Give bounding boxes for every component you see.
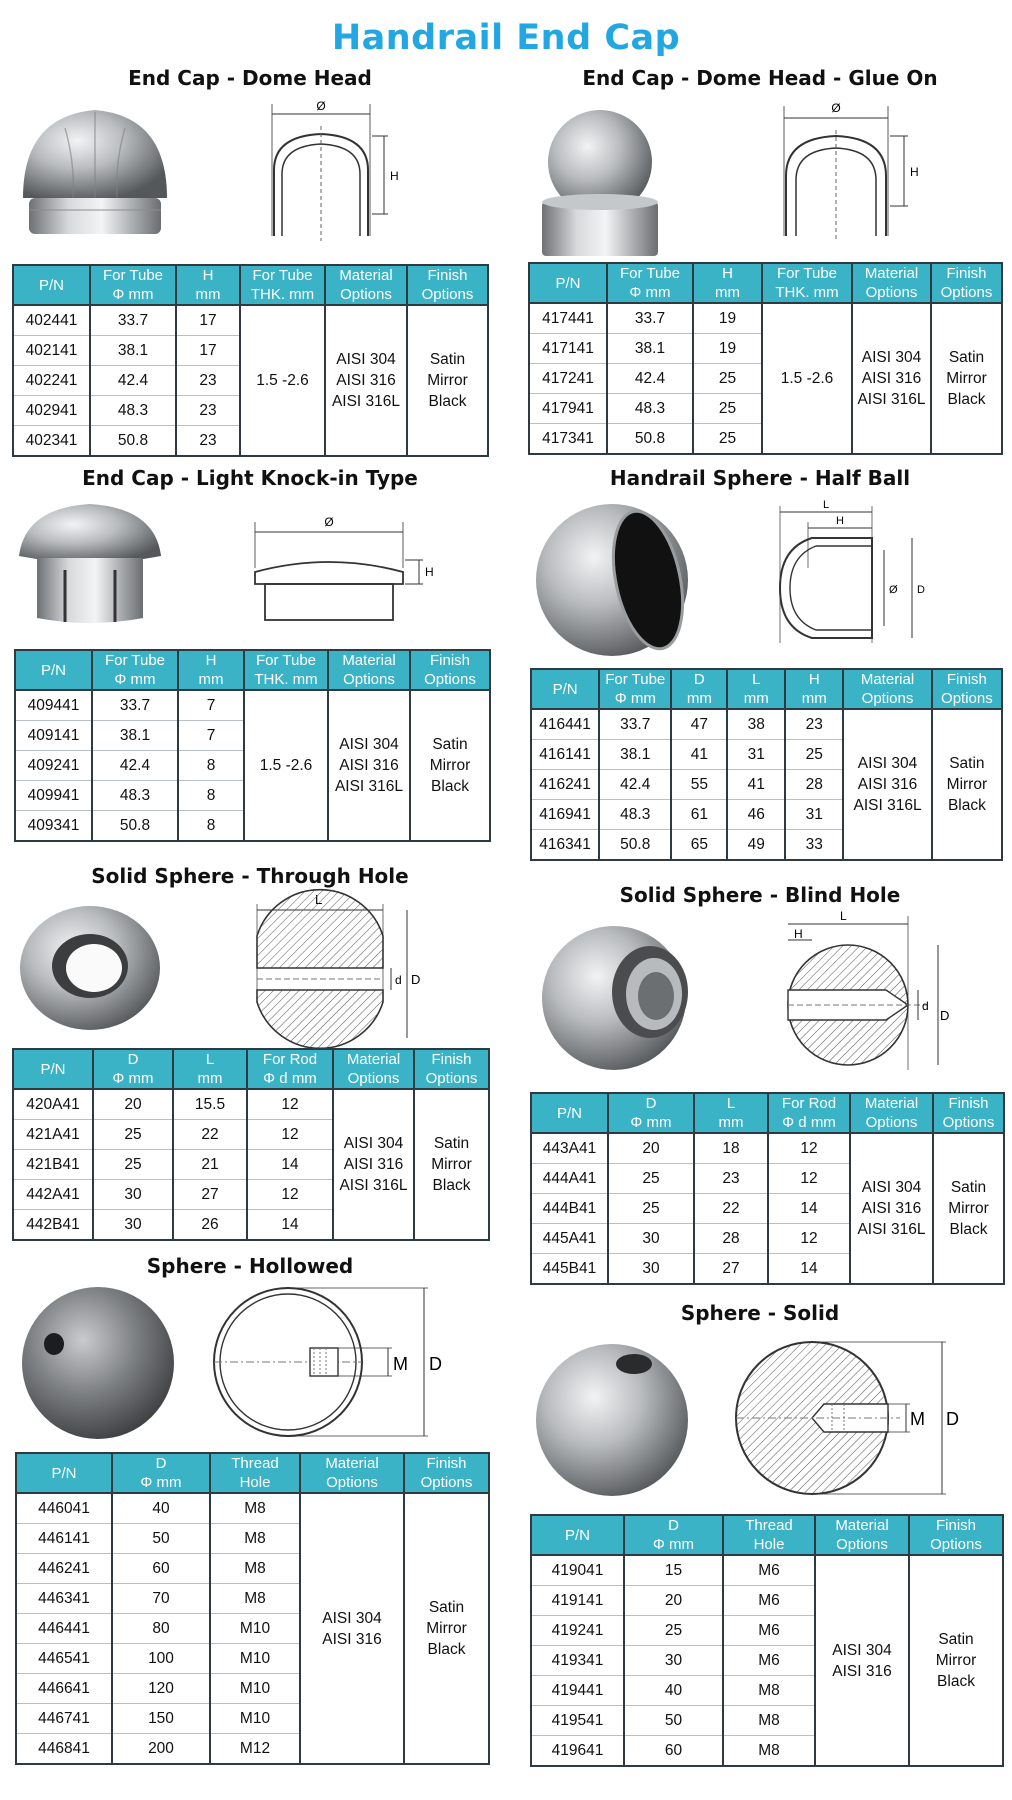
cell: 8 — [178, 781, 244, 811]
dim-outer-diameter-label: D — [411, 972, 421, 987]
cell: 20 — [624, 1586, 723, 1616]
cell: M8 — [210, 1584, 300, 1614]
col-header: P/N — [531, 1515, 624, 1555]
dim-outer-diameter-label: D — [940, 1008, 950, 1023]
table-row — [529, 303, 1002, 334]
cell: 38.1 — [92, 721, 178, 751]
cell: 14 — [768, 1194, 850, 1224]
cell: 46 — [727, 800, 785, 830]
through-hole-diagram — [255, 890, 425, 1040]
part-number: 402341 — [13, 426, 90, 457]
spec-table-knock-in — [14, 649, 491, 842]
cell: 8 — [178, 751, 244, 781]
blind-hole-diagram — [768, 910, 948, 1070]
cell: 7 — [178, 721, 244, 751]
cell: 48.3 — [607, 394, 693, 424]
part-number: 419241 — [531, 1616, 624, 1646]
part-number: 421B41 — [13, 1150, 93, 1180]
col-header: For Tube THK. mm — [244, 650, 328, 690]
cell: 60 — [624, 1736, 723, 1767]
material-cell: AISI 304 AISI 316 — [815, 1555, 909, 1766]
cell: 33.7 — [599, 709, 671, 740]
col-header: Material Options — [325, 265, 407, 305]
finish-cell: Satin Mirror Black — [932, 709, 1002, 860]
cell: 31 — [727, 740, 785, 770]
col-header: For Tube THK. mm — [762, 263, 852, 303]
dim-height-label: H — [910, 165, 919, 179]
part-number: 416241 — [531, 770, 599, 800]
part-number: 409341 — [15, 811, 92, 842]
dim-thread-label: M — [393, 1354, 408, 1374]
cell: 41 — [727, 770, 785, 800]
spec-table-dome-head — [12, 264, 489, 457]
solid-sphere-diagram — [732, 1336, 967, 1500]
cell: 20 — [93, 1089, 173, 1120]
col-header: P/N — [15, 650, 92, 690]
part-number: 419441 — [531, 1676, 624, 1706]
cell: 27 — [694, 1254, 768, 1285]
cell: 25 — [624, 1616, 723, 1646]
part-number: 442A41 — [13, 1180, 93, 1210]
col-header: L mm — [173, 1049, 247, 1089]
cell: 49 — [727, 830, 785, 861]
col-header: D Φ mm — [608, 1093, 694, 1133]
cell: 65 — [671, 830, 727, 861]
part-number: 416941 — [531, 800, 599, 830]
cell: 25 — [93, 1120, 173, 1150]
cell: 70 — [112, 1584, 210, 1614]
dim-thread-label: M — [910, 1409, 925, 1429]
col-header: For Rod Φ d mm — [768, 1093, 850, 1133]
cell: M8 — [210, 1524, 300, 1554]
cell: 12 — [247, 1180, 333, 1210]
cell: 27 — [173, 1180, 247, 1210]
cell: 22 — [173, 1120, 247, 1150]
part-number: 419041 — [531, 1555, 624, 1586]
part-number: 416141 — [531, 740, 599, 770]
cell: M12 — [210, 1734, 300, 1765]
cell: 150 — [112, 1704, 210, 1734]
cell: M6 — [723, 1586, 815, 1616]
col-header: H mm — [785, 669, 843, 709]
through-hole-sphere-photo — [18, 904, 163, 1032]
dim-diameter-label: Ø — [324, 515, 334, 529]
col-header: For Tube Φ mm — [607, 263, 693, 303]
col-header: Material Options — [815, 1515, 909, 1555]
cell: 25 — [608, 1194, 694, 1224]
cell: 22 — [694, 1194, 768, 1224]
col-header: P/N — [13, 265, 90, 305]
cell: 25 — [93, 1150, 173, 1180]
cell: 28 — [785, 770, 843, 800]
cell: 12 — [768, 1224, 850, 1254]
cell: 61 — [671, 800, 727, 830]
part-number: 417241 — [529, 364, 607, 394]
col-header: Material Options — [333, 1049, 414, 1089]
material-cell: AISI 304 AISI 316 AISI 316L — [852, 303, 931, 454]
thickness-cell: 1.5 -2.6 — [240, 305, 325, 456]
cell: 33 — [785, 830, 843, 861]
hollowed-sphere-photo — [18, 1284, 178, 1442]
cell: 100 — [112, 1644, 210, 1674]
section-title-half-ball: Handrail Sphere - Half Ball — [609, 466, 911, 490]
col-header: D Φ mm — [93, 1049, 173, 1089]
col-header: H mm — [176, 265, 240, 305]
col-header: Material Options — [300, 1453, 404, 1493]
cell: 23 — [176, 426, 240, 457]
col-header: D Φ mm — [112, 1453, 210, 1493]
col-header: For Tube Φ mm — [92, 650, 178, 690]
part-number: 409241 — [15, 751, 92, 781]
cell: M8 — [723, 1676, 815, 1706]
cell: 25 — [693, 424, 762, 455]
col-header: P/N — [531, 669, 599, 709]
dim-diameter-label: Ø — [316, 99, 326, 113]
finish-cell: Satin Mirror Black — [407, 305, 488, 456]
cell: 42.4 — [92, 751, 178, 781]
col-header: For Tube Φ mm — [599, 669, 671, 709]
spec-table-dome-glue-on — [528, 262, 1003, 455]
part-number: 446341 — [16, 1584, 112, 1614]
cell: 15 — [624, 1555, 723, 1586]
cell: 30 — [624, 1646, 723, 1676]
cell: 30 — [93, 1210, 173, 1241]
solid-sphere-photo — [532, 1340, 692, 1500]
cell: 17 — [176, 336, 240, 366]
part-number: 402941 — [13, 396, 90, 426]
finish-cell: Satin Mirror Black — [933, 1133, 1004, 1284]
col-header: H mm — [178, 650, 244, 690]
cell: 14 — [768, 1254, 850, 1285]
col-header: Material Options — [328, 650, 410, 690]
col-header: Thread Hole — [723, 1515, 815, 1555]
cell: 25 — [693, 394, 762, 424]
col-header: Finish Options — [410, 650, 490, 690]
section-title-knock-in: End Cap - Light Knock-in Type — [82, 466, 418, 490]
cell: 23 — [176, 396, 240, 426]
cell: 17 — [176, 305, 240, 336]
dim-rod-diameter-label: d — [922, 999, 929, 1013]
col-header: H mm — [693, 263, 762, 303]
dome-glue-on-diagram — [768, 96, 928, 252]
cell: 33.7 — [92, 690, 178, 721]
cell: M10 — [210, 1644, 300, 1674]
part-number: 445A41 — [531, 1224, 608, 1254]
cell: 50.8 — [599, 830, 671, 861]
col-header: Material Options — [850, 1093, 933, 1133]
col-header: D mm — [671, 669, 727, 709]
part-number: 443A41 — [531, 1133, 608, 1164]
section-title-sphere-solid: Sphere - Solid — [680, 1301, 840, 1325]
cell: 18 — [694, 1133, 768, 1164]
cell: 41 — [671, 740, 727, 770]
spec-table-sphere-solid — [530, 1514, 1004, 1767]
col-header: Finish Options — [933, 1093, 1004, 1133]
cell: M6 — [723, 1616, 815, 1646]
thickness-cell: 1.5 -2.6 — [244, 690, 328, 841]
col-header: For Tube Φ mm — [90, 265, 176, 305]
material-cell: AISI 304 AISI 316 AISI 316L — [843, 709, 932, 860]
table-row — [531, 1133, 1004, 1164]
part-number: 444A41 — [531, 1164, 608, 1194]
part-number: 417141 — [529, 334, 607, 364]
material-cell: AISI 304 AISI 316 AISI 316L — [850, 1133, 933, 1284]
part-number: 419541 — [531, 1706, 624, 1736]
col-header: P/N — [16, 1453, 112, 1493]
part-number: 421A41 — [13, 1120, 93, 1150]
cell: 80 — [112, 1614, 210, 1644]
finish-cell: Satin Mirror Black — [931, 303, 1002, 454]
part-number: 419341 — [531, 1646, 624, 1676]
part-number: 409141 — [15, 721, 92, 751]
dim-height-label: H — [425, 565, 434, 579]
col-header: Material Options — [852, 263, 931, 303]
part-number: 417941 — [529, 394, 607, 424]
col-header: For Tube THK. mm — [240, 265, 325, 305]
dim-outer-diameter-label: D — [429, 1354, 442, 1374]
cell: 21 — [173, 1150, 247, 1180]
part-number: 446741 — [16, 1704, 112, 1734]
cell: 20 — [608, 1133, 694, 1164]
dim-diameter-label: Ø — [831, 101, 841, 115]
half-ball-photo — [530, 500, 695, 660]
cell: 50.8 — [92, 811, 178, 842]
part-number: 402441 — [13, 305, 90, 336]
col-header: Material Options — [843, 669, 932, 709]
spec-table-through-hole — [12, 1048, 490, 1241]
cell: 31 — [785, 800, 843, 830]
cell: 25 — [785, 740, 843, 770]
dim-length-label: L — [840, 909, 847, 923]
cell: 26 — [173, 1210, 247, 1241]
cell: 33.7 — [90, 305, 176, 336]
material-cell: AISI 304 AISI 316 AISI 316L — [325, 305, 407, 456]
part-number: 419141 — [531, 1586, 624, 1616]
cell: 28 — [694, 1224, 768, 1254]
part-number: 445B41 — [531, 1254, 608, 1285]
section-title-through-hole: Solid Sphere - Through Hole — [91, 864, 409, 888]
part-number: 419641 — [531, 1736, 624, 1767]
dim-inner-diameter-label: Ø — [889, 584, 898, 596]
col-header: Finish Options — [414, 1049, 489, 1089]
part-number: 444B41 — [531, 1194, 608, 1224]
dim-depth-label: H — [794, 927, 803, 941]
dim-rod-diameter-label: d — [395, 973, 402, 987]
cell: 25 — [608, 1164, 694, 1194]
cell: 50 — [112, 1524, 210, 1554]
cell: 30 — [93, 1180, 173, 1210]
table-row — [13, 1089, 489, 1120]
page-title: Handrail End Cap — [331, 18, 681, 58]
cell: M10 — [210, 1674, 300, 1704]
dim-height-label: H — [836, 515, 844, 527]
cell: 8 — [178, 811, 244, 842]
cell: 12 — [768, 1133, 850, 1164]
part-number: 417341 — [529, 424, 607, 455]
dim-outer-diameter-label: D — [946, 1409, 959, 1429]
dim-height-label: H — [390, 169, 399, 183]
cell: 19 — [693, 303, 762, 334]
cell: M6 — [723, 1646, 815, 1676]
dome-head-cap-photo — [15, 98, 175, 256]
part-number: 446641 — [16, 1674, 112, 1704]
cell: 55 — [671, 770, 727, 800]
part-number: 420A41 — [13, 1089, 93, 1120]
part-number: 446041 — [16, 1493, 112, 1524]
cell: 42.4 — [90, 366, 176, 396]
cell: 38 — [727, 709, 785, 740]
cell: 120 — [112, 1674, 210, 1704]
col-header: For Rod Φ d mm — [247, 1049, 333, 1089]
part-number: 446241 — [16, 1554, 112, 1584]
section-title-dome-head: End Cap - Dome Head — [128, 66, 372, 90]
knock-in-diagram — [245, 508, 434, 628]
cell: 48.3 — [599, 800, 671, 830]
cell: 15.5 — [173, 1089, 247, 1120]
cell: M8 — [723, 1706, 815, 1736]
cell: 12 — [247, 1089, 333, 1120]
cell: 19 — [693, 334, 762, 364]
section-title-dome-head-glue-on: End Cap - Dome Head - Glue On — [582, 66, 938, 90]
cell: 48.3 — [90, 396, 176, 426]
half-ball-diagram — [772, 498, 932, 656]
cell: 200 — [112, 1734, 210, 1765]
material-cell: AISI 304 AISI 316 AISI 316L — [328, 690, 410, 841]
cell: 30 — [608, 1224, 694, 1254]
cell: M8 — [210, 1493, 300, 1524]
cell: 33.7 — [607, 303, 693, 334]
cell: 25 — [693, 364, 762, 394]
cell: 47 — [671, 709, 727, 740]
dome-head-diagram — [260, 96, 420, 252]
col-header: Finish Options — [932, 669, 1002, 709]
cell: 23 — [176, 366, 240, 396]
cell: 42.4 — [607, 364, 693, 394]
col-header: P/N — [13, 1049, 93, 1089]
cell: 40 — [624, 1676, 723, 1706]
hollowed-sphere-diagram — [210, 1282, 455, 1442]
col-header: P/N — [531, 1093, 608, 1133]
part-number: 417441 — [529, 303, 607, 334]
section-title-sphere-hollowed: Sphere - Hollowed — [146, 1254, 354, 1278]
part-number: 416441 — [531, 709, 599, 740]
col-header: P/N — [529, 263, 607, 303]
cell: 40 — [112, 1493, 210, 1524]
cell: 48.3 — [92, 781, 178, 811]
part-number: 416341 — [531, 830, 599, 861]
part-number: 402241 — [13, 366, 90, 396]
part-number: 402141 — [13, 336, 90, 366]
cell: 12 — [247, 1120, 333, 1150]
finish-cell: Satin Mirror Black — [404, 1493, 489, 1764]
table-row — [16, 1493, 489, 1524]
cell: 38.1 — [607, 334, 693, 364]
cell: 23 — [694, 1164, 768, 1194]
part-number: 446141 — [16, 1524, 112, 1554]
blind-hole-sphere-photo — [538, 922, 698, 1074]
cell: 14 — [247, 1150, 333, 1180]
part-number: 409941 — [15, 781, 92, 811]
dim-length-label: L — [822, 499, 830, 511]
cell: 42.4 — [599, 770, 671, 800]
spec-table-blind-hole — [530, 1092, 1005, 1285]
part-number: 446441 — [16, 1614, 112, 1644]
cell: M6 — [723, 1555, 815, 1586]
cell: 50.8 — [90, 426, 176, 457]
cell: M10 — [210, 1614, 300, 1644]
col-header: Thread Hole — [210, 1453, 300, 1493]
material-cell: AISI 304 AISI 316 AISI 316L — [333, 1089, 414, 1240]
part-number: 446541 — [16, 1644, 112, 1674]
col-header: Finish Options — [404, 1453, 489, 1493]
cell: 50.8 — [607, 424, 693, 455]
thickness-cell: 1.5 -2.6 — [762, 303, 852, 454]
cell: 12 — [768, 1164, 850, 1194]
col-header: L mm — [694, 1093, 768, 1133]
cell: 60 — [112, 1554, 210, 1584]
cell: 38.1 — [599, 740, 671, 770]
finish-cell: Satin Mirror Black — [909, 1555, 1003, 1766]
part-number: 442B41 — [13, 1210, 93, 1241]
cell: 30 — [608, 1254, 694, 1285]
cell: 38.1 — [90, 336, 176, 366]
finish-cell: Satin Mirror Black — [410, 690, 490, 841]
spec-table-half-ball — [530, 668, 1003, 861]
col-header: Finish Options — [407, 265, 488, 305]
cell: 7 — [178, 690, 244, 721]
finish-cell: Satin Mirror Black — [414, 1089, 489, 1240]
table-row — [13, 305, 488, 336]
col-header: D Φ mm — [624, 1515, 723, 1555]
dome-glue-on-photo — [535, 104, 665, 260]
part-number: 409441 — [15, 690, 92, 721]
part-number: 446841 — [16, 1734, 112, 1765]
table-row — [531, 709, 1002, 740]
table-row — [531, 1555, 1003, 1586]
cell: 50 — [624, 1706, 723, 1736]
cell: M10 — [210, 1704, 300, 1734]
knock-in-cap-photo — [15, 500, 165, 630]
col-header: L mm — [727, 669, 785, 709]
table-row — [15, 690, 490, 721]
spec-table-sphere-hollowed — [15, 1452, 490, 1765]
dim-outer-diameter-label: D — [917, 584, 925, 596]
cell: M8 — [723, 1736, 815, 1767]
col-header: Finish Options — [909, 1515, 1003, 1555]
col-header: Finish Options — [931, 263, 1002, 303]
material-cell: AISI 304 AISI 316 — [300, 1493, 404, 1764]
cell: M8 — [210, 1554, 300, 1584]
cell: 14 — [247, 1210, 333, 1241]
section-title-blind-hole: Solid Sphere - Blind Hole — [619, 883, 901, 907]
cell: 23 — [785, 709, 843, 740]
